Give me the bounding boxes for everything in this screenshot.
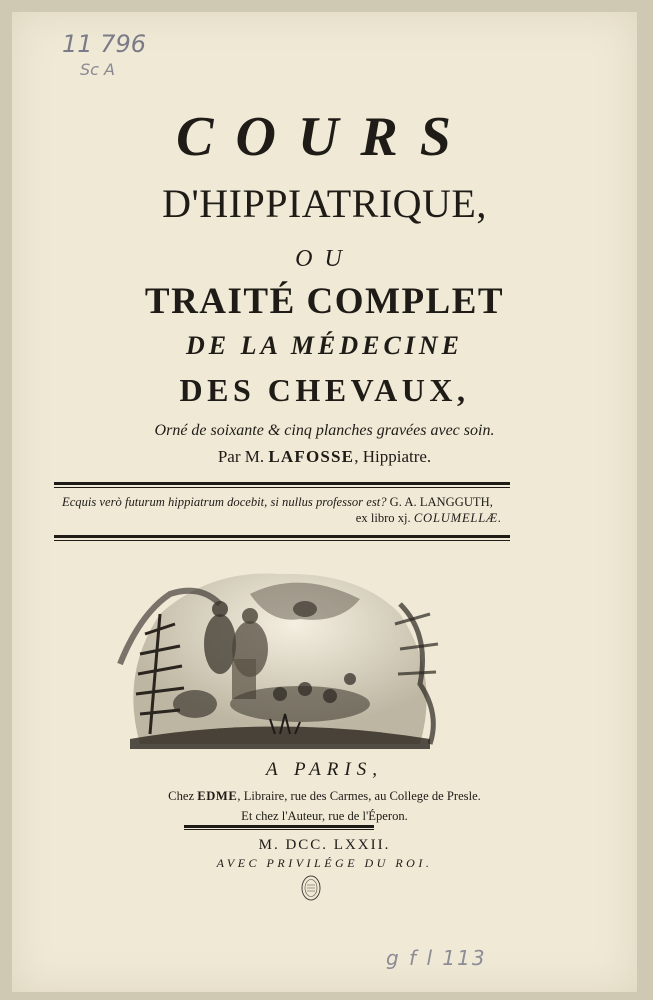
epigraph-source-prefix: ex libro xj.	[355, 511, 411, 525]
imprint-publisher	[12, 788, 637, 805]
title-line-chevaux: DES CHEVAUX,	[179, 372, 470, 408]
library-stamp-icon	[300, 874, 322, 902]
imprint-privilege: AVEC PRIVILÉGE DU ROI.	[216, 856, 433, 870]
title-line-traite: TRAITÉ COMPLET	[144, 281, 505, 322]
epigraph-quote	[62, 494, 510, 511]
engraved-vignette-icon	[100, 554, 450, 754]
divider-rule	[54, 535, 510, 538]
shelfmark-handwritten: 11 796	[62, 30, 146, 58]
epigraph-author: G. A. LANGGUTH,	[389, 495, 493, 509]
publisher-suffix: , Libraire, rue des Carmes, au College de Presle.	[237, 789, 481, 803]
title-line-cours: COURS	[176, 106, 473, 168]
epigraph-source	[62, 510, 502, 527]
divider-rule	[54, 482, 510, 485]
imprint-rule	[184, 825, 374, 828]
imprint-city: A PARIS,	[266, 759, 383, 780]
title-line-hippiatrique: D'HIPPIATRIQUE,	[162, 181, 487, 226]
title-line-ou: OU	[295, 246, 354, 272]
shelfmark-handwritten-bottom: g f l 113	[386, 946, 487, 970]
author-line	[12, 446, 637, 468]
shelfmark-handwritten-sub: Sc A	[80, 60, 115, 79]
imprint-rule-thin	[184, 829, 374, 830]
author-suffix: , Hippiatre.	[354, 447, 432, 466]
author-prefix: Par M.	[217, 447, 265, 466]
publisher-name: EDME	[197, 789, 238, 803]
title-page	[12, 12, 637, 992]
title-line-medecine: DE LA MÉDECINE	[185, 331, 464, 360]
divider-rule-thin	[54, 487, 510, 488]
imprint-date: M. DCC. LXXII.	[258, 837, 391, 853]
publisher-prefix: Chez	[168, 789, 195, 803]
epigraph-text: Ecquis verò futurum hippiatrum docebit, si nullus professor est?	[62, 495, 387, 509]
subtitle-ornaments: Orné de soixante & cinq planches gravées avec soin.	[154, 422, 495, 439]
divider-rule-thin	[54, 540, 510, 541]
epigraph-source-name: COLUMELLÆ.	[413, 511, 502, 525]
author-name: LAFOSSE	[268, 447, 355, 466]
imprint-author-address: Et chez l'Auteur, rue de l'Éperon.	[241, 809, 408, 823]
